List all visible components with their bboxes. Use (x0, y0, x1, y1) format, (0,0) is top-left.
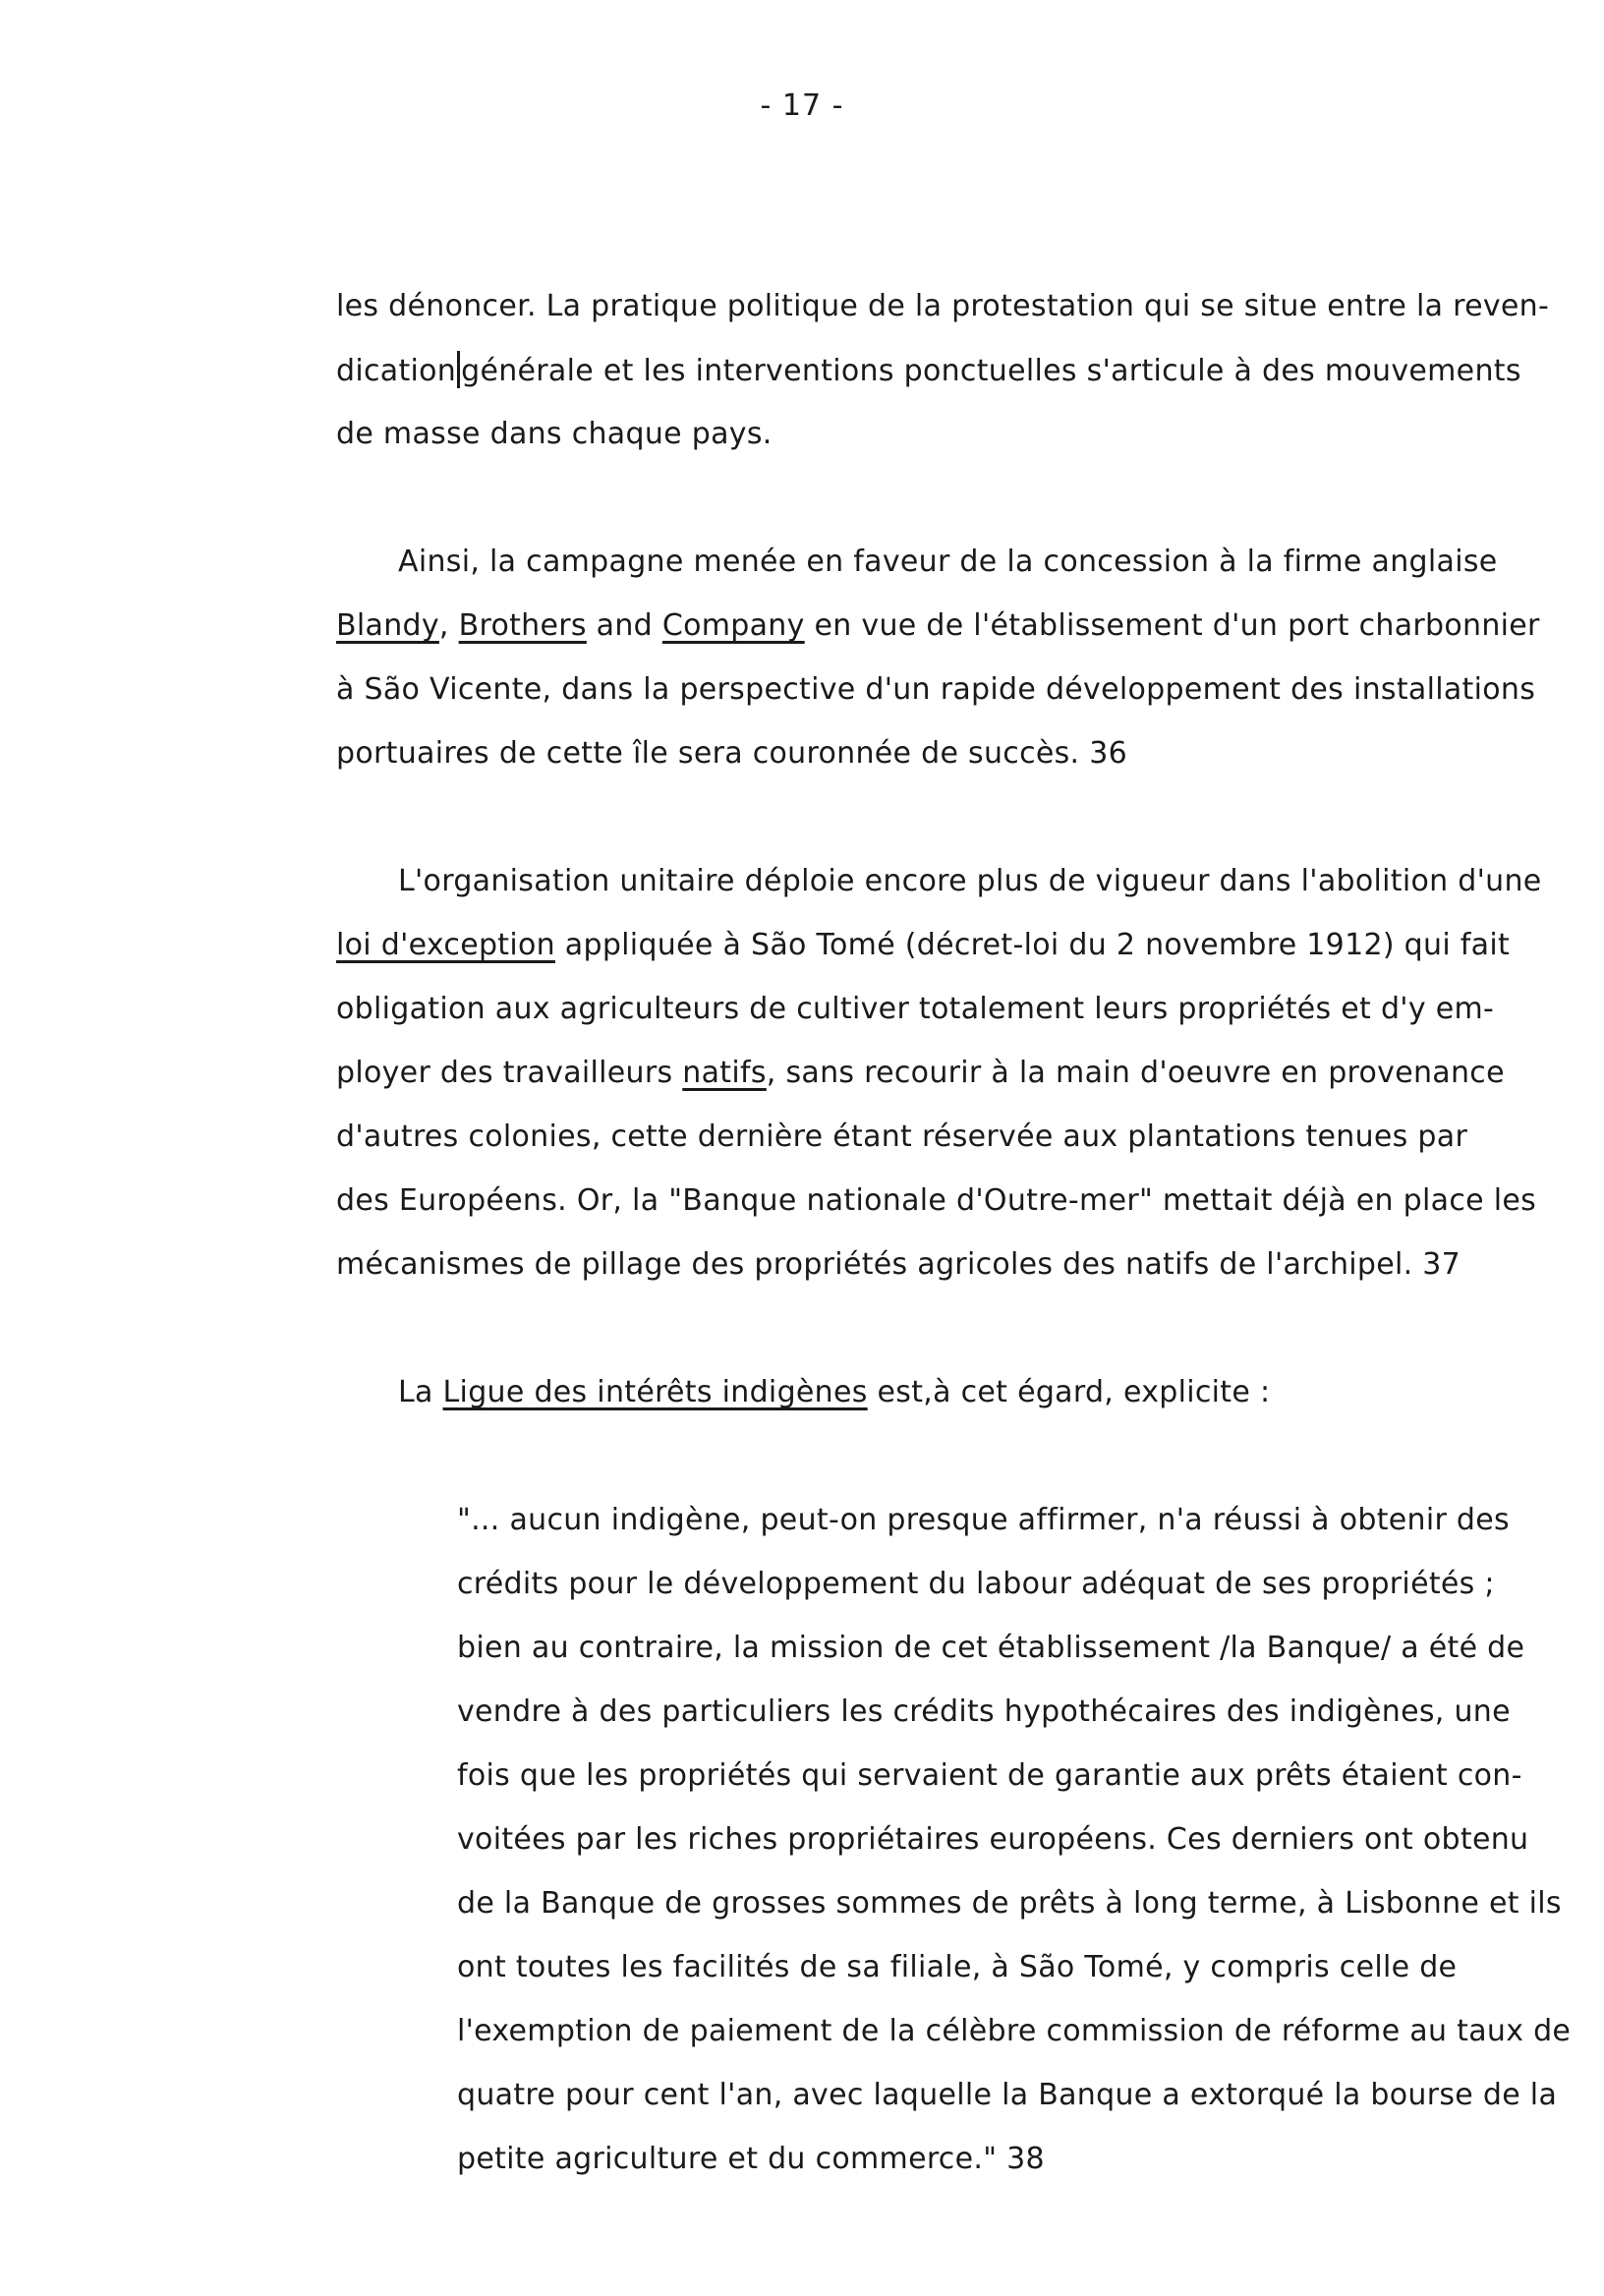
quote-line (457, 1629, 1524, 1668)
text-span: La (398, 1375, 443, 1409)
quote-line: crédits pour le développement du labour adéquat de ses propriétés ; (457, 1567, 1495, 1601)
text-line: à São Vicente, dans la perspective d'un rapide développement des installations (336, 672, 1536, 707)
page-number: - 17 - (760, 88, 844, 123)
text-span: ployer des travailleurs (336, 1056, 683, 1090)
text-line (336, 926, 1510, 965)
text-span: est,à cet égard, explicite : (867, 1375, 1271, 1409)
text-span: dication (336, 354, 457, 388)
text-cursor (457, 351, 460, 388)
quote-line: voitées par les riches propriétaires européens. Ces derniers ont obtenu (457, 1822, 1529, 1857)
quote-line: fois que les propriétés qui servaient de garantie aux prêts étaient con- (457, 1758, 1522, 1793)
text-line: Ainsi, la campagne menée en faveur de la concession à la firme anglaise (398, 545, 1498, 579)
text-line: de masse dans chaque pays. (336, 417, 773, 451)
text-line: L'organisation unitaire déploie encore plus de vigueur dans l'abolition d'une (398, 864, 1542, 898)
underlined-term: natifs (682, 1056, 767, 1090)
text-line (336, 1054, 1505, 1093)
quote-line: quatre pour cent l'an, avec laquelle la Banque a extorqué la bourse de la (457, 2078, 1558, 2112)
quote-line: petite agriculture et du commerce." 38 (457, 2142, 1045, 2176)
quote-line: de la Banque de grosses sommes de prêts à long terme, à Lisbonne et ils (457, 1886, 1562, 1921)
text-line (336, 606, 1540, 646)
editorial-bracket: /la Banque/ (1220, 1631, 1392, 1665)
quote-line: vendre à des particuliers les crédits hypothécaires des indigènes, une (457, 1694, 1511, 1729)
text-span: , sans recourir à la main d'oeuvre en provenance (766, 1056, 1505, 1090)
text-line (398, 1373, 1270, 1412)
text-span: générale et les interventions ponctuelles s'articule à des mouvements (461, 354, 1521, 388)
text-span: en vue de l'établissement d'un port charbonnier (804, 608, 1540, 643)
text-line: d'autres colonies, cette dernière étant réservée aux plantations tenues par (336, 1119, 1468, 1154)
text-span: appliquée à São Tomé (décret-loi du 2 novembre 1912) qui fait (554, 928, 1511, 962)
underlined-name: Blandy (336, 608, 439, 643)
text-span: , (438, 608, 459, 643)
text-line: mécanismes de pillage des propriétés agricoles des natifs de l'archipel. 37 (336, 1247, 1461, 1282)
quote-line: ont toutes les facilités de sa filiale, à São Tomé, y compris celle de (457, 1950, 1458, 1984)
text-line: des Européens. Or, la "Banque nationale d'Outre-mer" mettait déjà en place les (336, 1183, 1537, 1218)
text-line (336, 351, 1521, 391)
text-line: obligation aux agriculteurs de cultiver totalement leurs propriétés et d'y em- (336, 992, 1495, 1026)
text-line: portuaires de cette île sera couronnée de succès. 36 (336, 736, 1128, 771)
quote-line: "... aucun indigène, peut-on presque affirmer, n'a réussi à obtenir des (457, 1503, 1510, 1537)
underlined-name: Company (661, 608, 805, 643)
text-span: a été de (1391, 1631, 1525, 1665)
underlined-term: loi d'exception (336, 928, 555, 962)
text-span: and (586, 608, 662, 643)
text-line: les dénoncer. La pratique politique de la protestation qui se situe entre la reven- (336, 289, 1550, 323)
underlined-name: Brothers (458, 608, 587, 643)
quote-line: l'exemption de paiement de la célèbre commission de réforme au taux de (457, 2014, 1572, 2048)
text-span: bien au contraire, la mission de cet établissement (457, 1631, 1221, 1665)
underlined-term: Ligue des intérêts indigènes (442, 1375, 868, 1409)
